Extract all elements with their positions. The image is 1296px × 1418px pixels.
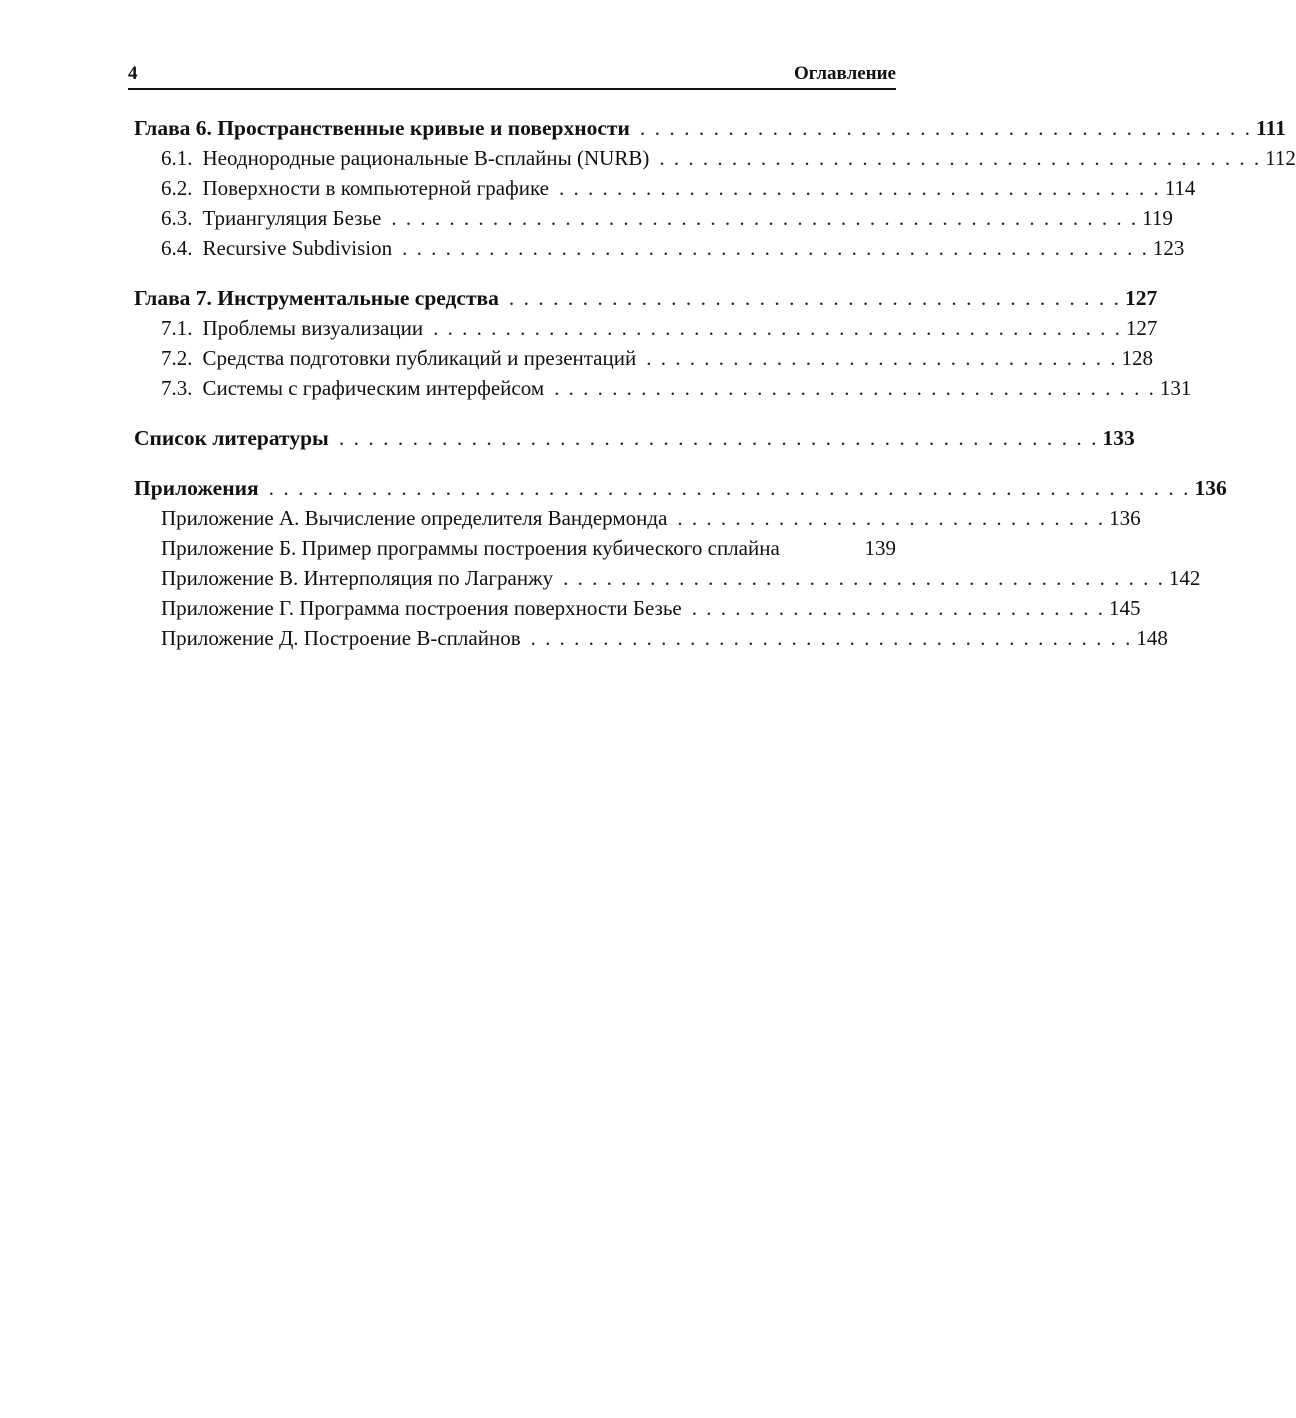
toc-page-number: 119 — [1142, 206, 1173, 230]
toc-subsection-entry[interactable] — [134, 233, 1185, 263]
toc-subsection-entry[interactable] — [134, 313, 1158, 343]
toc-subsection-number: 7.3. — [161, 376, 193, 400]
toc-subsection-number: 6.1. — [161, 146, 193, 170]
leader-dots: . . . . . . . . . . . . . . . . . . . . . . . . . . . . . . . . . . . . . . . . . . . . . . . . . . . . — [338, 426, 1099, 450]
toc-page-number: 139 — [864, 536, 896, 560]
toc-subsection-number: 6.2. — [161, 176, 193, 200]
toc-chapter-entry[interactable] — [134, 473, 1227, 503]
toc-section-chapter-6 — [134, 113, 1296, 263]
toc-subsection-title: Проблемы визуализации — [202, 316, 424, 340]
toc-page-number: 127 — [1125, 286, 1158, 310]
leader-dots: . . . . . . . . . . . . . . . . . . . . . . . . . . . . . . . . . . . . . . . . . . — [508, 286, 1122, 310]
toc-appendix-entry[interactable] — [134, 533, 896, 563]
table-of-contents — [134, 113, 1296, 673]
toc-page-number: 111 — [1255, 116, 1286, 140]
toc-subsection-entry[interactable] — [134, 203, 1173, 233]
toc-appendix-entry[interactable] — [134, 503, 1141, 533]
page-header — [128, 60, 896, 90]
toc-subsection-title: Средства подготовки публикаций и презентаций — [202, 346, 637, 370]
toc-page-number: 131 — [1159, 376, 1192, 400]
toc-subsection-number: 6.3. — [161, 206, 193, 230]
toc-appendix-title: Приложение В. Интерполяция по Лагранжу — [161, 566, 554, 590]
toc-chapter-entry[interactable] — [134, 423, 1135, 453]
running-title: Оглавление — [793, 63, 896, 84]
leader-dots: . . . . . . . . . . . . . . . . . . . . . . . . . . . . . . . . . . . . . . . . . . — [558, 176, 1161, 200]
toc-subsection-entry[interactable] — [134, 143, 1296, 173]
toc-chapter-title: Глава 7. Инструментальные средства — [134, 286, 499, 310]
toc-subsection-title: Триангуляция Безье — [202, 206, 382, 230]
toc-page-number: 142 — [1168, 566, 1201, 590]
leader-dots: . . . . . . . . . . . . . . . . . . . . . . . . . . . . . . . . . — [646, 346, 1118, 370]
toc-page-number: 128 — [1121, 346, 1153, 370]
leader-dots: . . . . . . . . . . . . . . . . . . . . . . . . . . . . . . . . . . . . . . . . . . . . . . . . — [433, 316, 1122, 340]
toc-section-appendices — [134, 473, 1227, 653]
toc-appendix-entry[interactable] — [134, 593, 1141, 623]
leader-dots: . . . . . . . . . . . . . . . . . . . . . . . . . . . . . . . . . . . . . . . . . . — [639, 116, 1252, 140]
leader-dots: . . . . . . . . . . . . . . . . . . . . . . . . . . . . . . . . . . . . . . . . . . . . . . . . . . . . — [402, 236, 1149, 260]
toc-appendix-title: Приложение Г. Программа построения поверхности Безье — [161, 596, 682, 620]
toc-subsection-title: Неоднородные рациональные B-сплайны (NURB) — [202, 146, 650, 170]
toc-chapter-title: Приложения — [134, 476, 259, 500]
toc-page-number: 112 — [1265, 146, 1296, 170]
toc-subsection-entry[interactable] — [134, 373, 1192, 403]
toc-appendix-title: Приложение Б. Пример программы построения кубического сплайна — [161, 536, 780, 560]
toc-chapter-entry[interactable] — [134, 283, 1158, 313]
toc-subsection-number: 7.1. — [161, 316, 193, 340]
toc-subsection-title: Recursive Subdivision — [202, 236, 393, 260]
toc-page-number: 133 — [1102, 426, 1135, 450]
toc-page-number: 136 — [1109, 506, 1141, 530]
leader-dots: . . . . . . . . . . . . . . . . . . . . . . . . . . . . . . — [677, 506, 1106, 530]
toc-chapter-entry[interactable] — [134, 113, 1286, 143]
toc-appendix-title: Приложение Д. Построение B-сплайнов — [161, 626, 521, 650]
toc-subsection-number: 6.4. — [161, 236, 193, 260]
toc-page-number: 145 — [1109, 596, 1141, 620]
page-number: 4 — [128, 63, 138, 84]
toc-section-chapter-7 — [134, 283, 1192, 403]
toc-appendix-entry[interactable] — [134, 623, 1168, 653]
toc-section-bibliography — [134, 423, 1135, 453]
toc-chapter-title: Список литературы — [134, 426, 329, 450]
leader-dots: . . . . . . . . . . . . . . . . . . . . . . . . . . . . . . . . . . . . . . . . . . — [563, 566, 1165, 590]
toc-appendix-entry[interactable] — [134, 563, 1201, 593]
leader-dots: . . . . . . . . . . . . . . . . . . . . . . . . . . . . . . . . . . . . . . . . . . . . . . . . . . . . — [391, 206, 1139, 230]
toc-page-number: 127 — [1125, 316, 1158, 340]
leader-dots: . . . . . . . . . . . . . . . . . . . . . . . . . . . . . . . . . . . . . . . . . . — [530, 626, 1133, 650]
leader-dots: . . . . . . . . . . . . . . . . . . . . . . . . . . . . . . . . . . . . . . . . . . — [554, 376, 1156, 400]
toc-subsection-entry[interactable] — [134, 173, 1196, 203]
toc-page-number: 123 — [1152, 236, 1185, 260]
toc-subsection-number: 7.2. — [161, 346, 193, 370]
toc-page-number: 148 — [1136, 626, 1168, 650]
toc-chapter-title: Глава 6. Пространственные кривые и поверхности — [134, 116, 630, 140]
toc-page-number: 114 — [1164, 176, 1196, 200]
toc-subsection-title: Системы с графическим интерфейсом — [202, 376, 545, 400]
toc-subsection-entry[interactable] — [134, 343, 1153, 373]
leader-dots: . . . . . . . . . . . . . . . . . . . . . . . . . . . . . . . . . . . . . . . . . . — [659, 146, 1262, 170]
leader-dots: . . . . . . . . . . . . . . . . . . . . . . . . . . . . . — [691, 596, 1105, 620]
toc-page-number: 136 — [1194, 476, 1227, 500]
leader-dots: . . . . . . . . . . . . . . . . . . . . . . . . . . . . . . . . . . . . . . . . . . . . . . . . . . . . . . . . . . . . . . . — [268, 476, 1191, 500]
toc-subsection-title: Поверхности в компьютерной графике — [202, 176, 549, 200]
toc-appendix-title: Приложение А. Вычисление определителя Вандермонда — [161, 506, 668, 530]
